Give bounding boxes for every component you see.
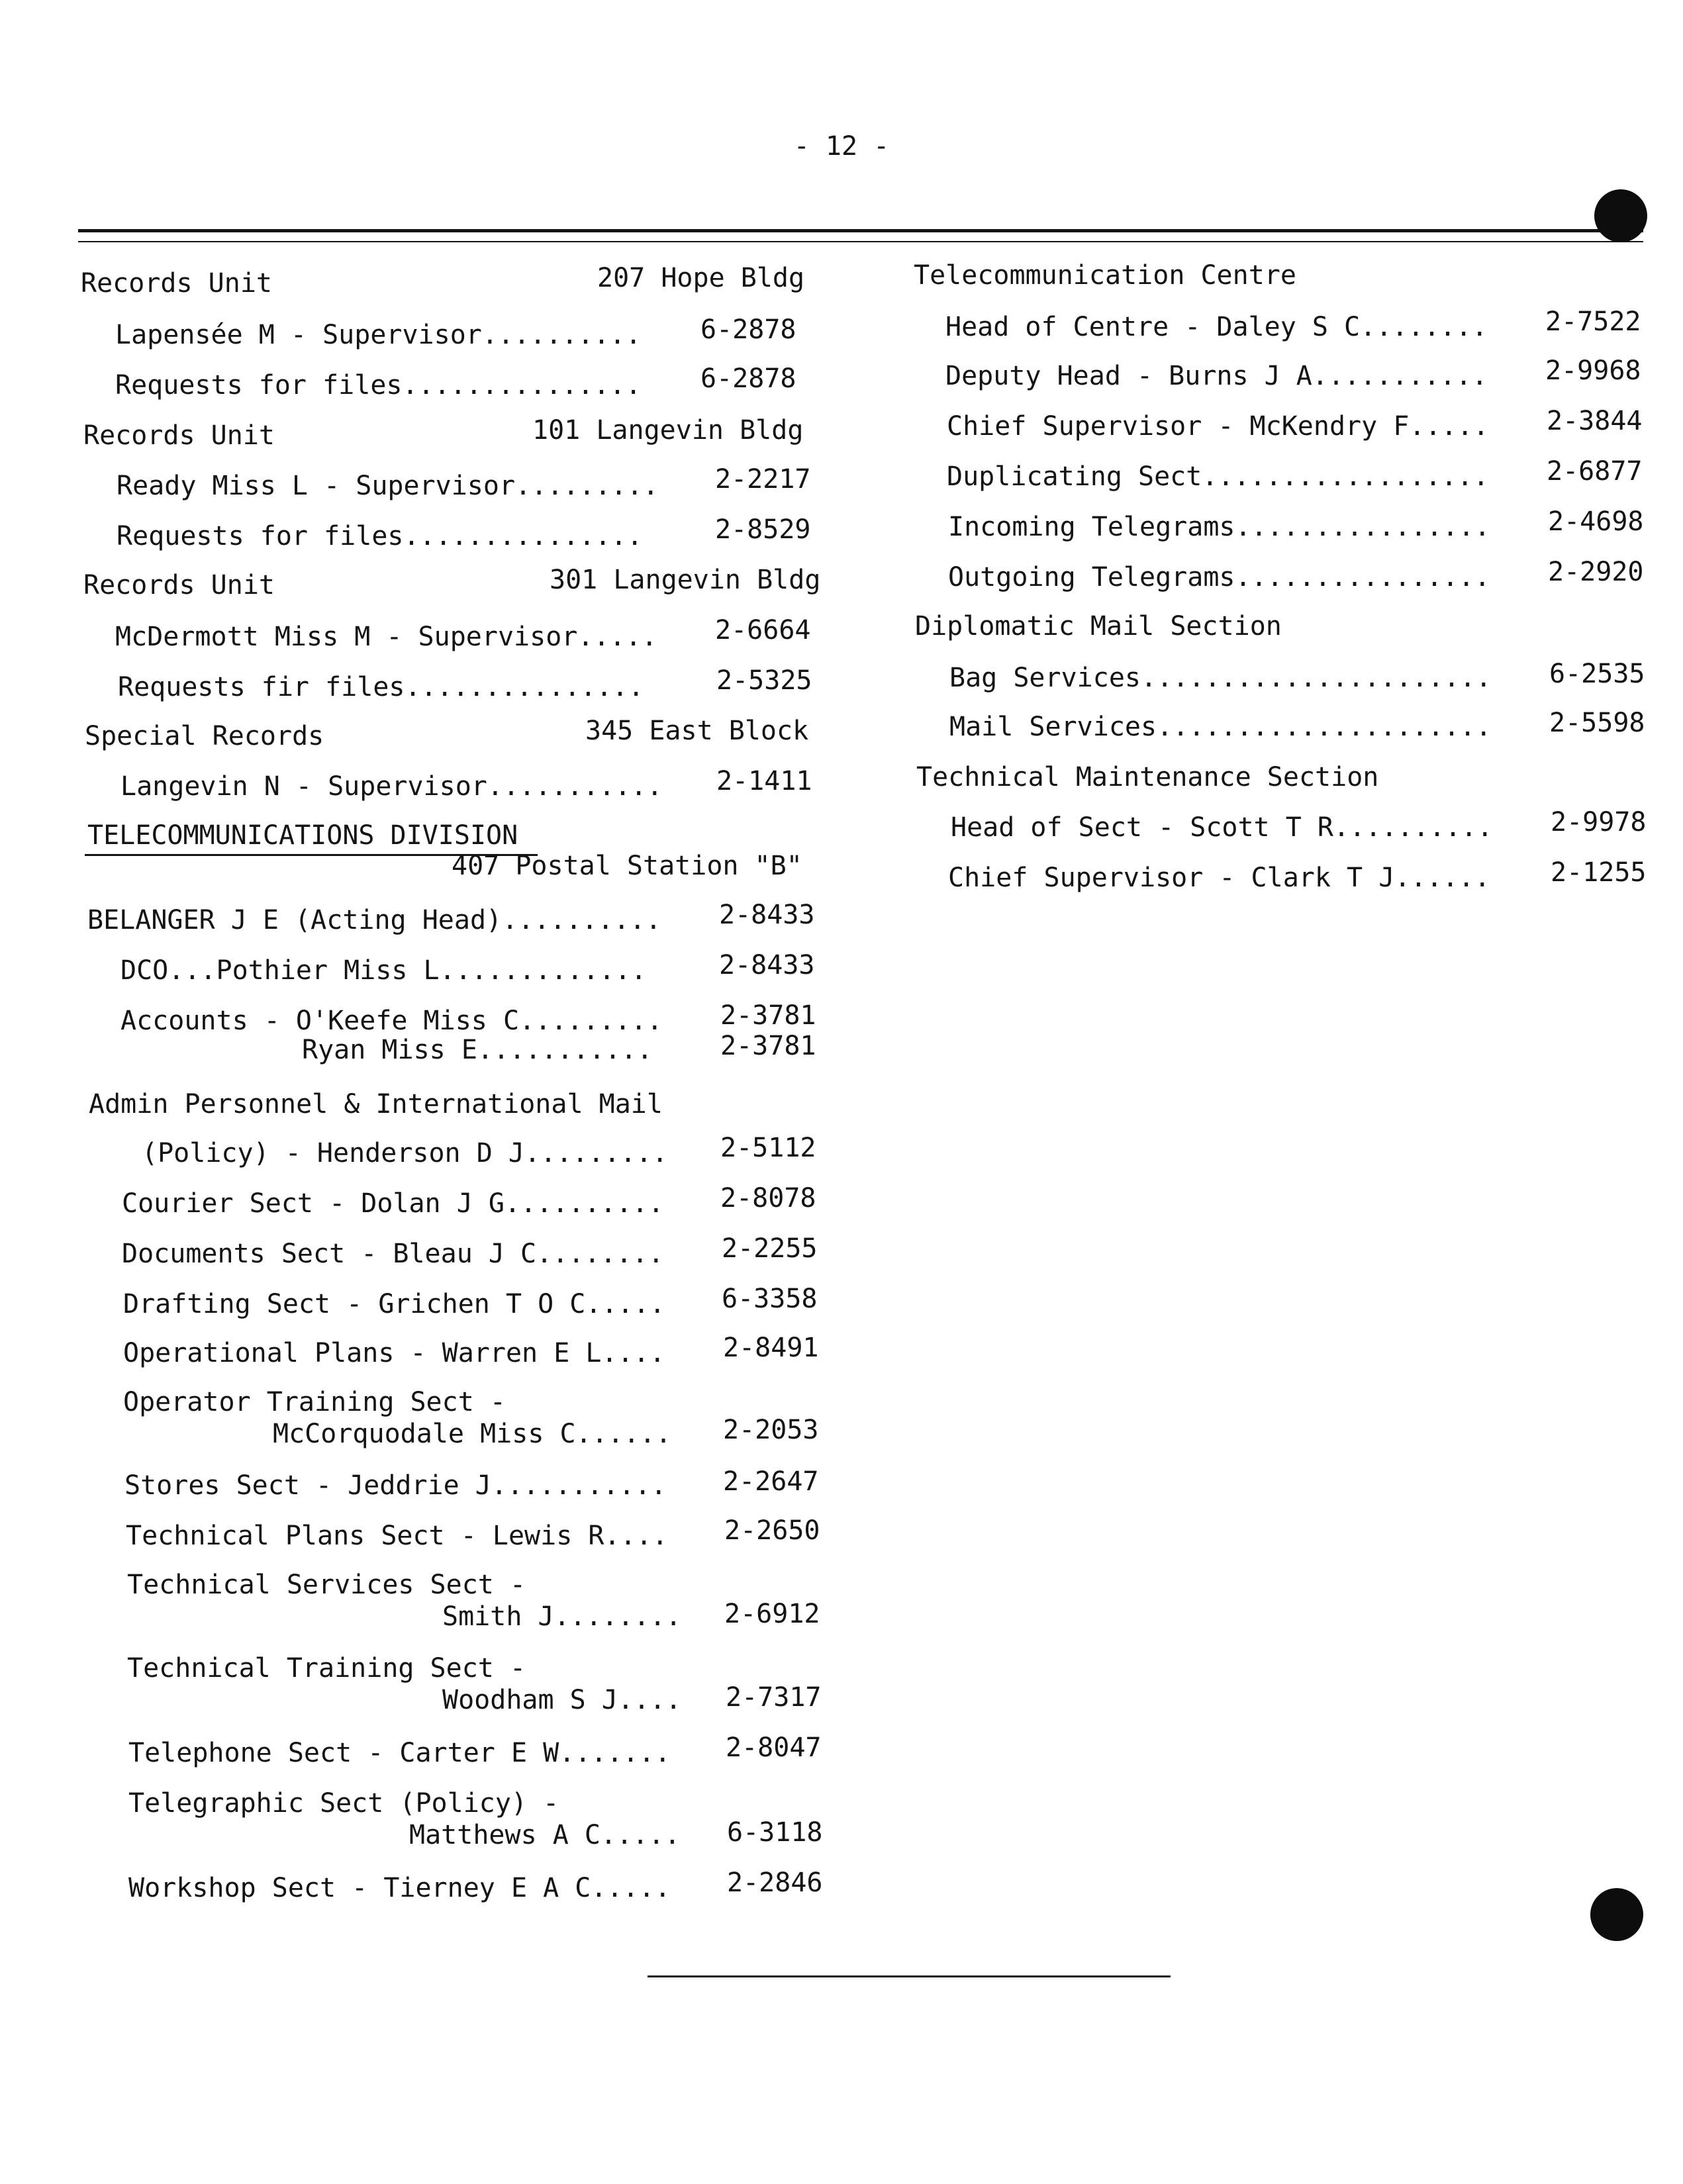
phone-number: 2-2217: [715, 464, 811, 495]
phone-number: 2-2846: [727, 1868, 823, 1898]
phone-number: 2-3781: [720, 1000, 816, 1031]
phone-number: 2-8047: [726, 1733, 822, 1763]
entry-label: Ryan Miss E...........: [302, 1035, 653, 1065]
phone-number: 2-7317: [726, 1682, 822, 1713]
footer-rule: [648, 1975, 1171, 1977]
phone-number: 2-3781: [720, 1031, 816, 1061]
phone-number: 6-2878: [700, 314, 796, 345]
section-heading: Records Unit: [81, 268, 272, 299]
phone-number: 2-2647: [723, 1466, 819, 1497]
entry-label: Requests for files...............: [117, 521, 643, 551]
phone-number: 2-8433: [719, 950, 815, 980]
entry-label: Chief Supervisor - McKendry F.....: [947, 411, 1489, 442]
phone-number: 2-2920: [1548, 557, 1644, 587]
section-heading: Records Unit: [83, 570, 275, 600]
phone-number: 2-8078: [720, 1183, 816, 1213]
phone-number: 2-5598: [1549, 708, 1645, 738]
phone-number: 2-8529: [715, 514, 811, 545]
phone-number: 6-3118: [727, 1817, 823, 1848]
phone-number: 2-9968: [1545, 356, 1641, 386]
phone-number: 2-4698: [1548, 506, 1644, 537]
phone-number: 6-3358: [722, 1284, 818, 1314]
entry-label: Telephone Sect - Carter E W.......: [128, 1738, 671, 1768]
entry-label: Deputy Head - Burns J A...........: [945, 361, 1488, 391]
phone-number: 2-2053: [723, 1415, 819, 1445]
entry-label: Incoming Telegrams................: [948, 512, 1490, 542]
entry-name: Matthews A C.....: [409, 1820, 681, 1850]
entry-label: McDermott Miss M - Supervisor.....: [115, 622, 657, 652]
entry-label: Technical Plans Sect - Lewis R....: [126, 1521, 668, 1551]
entry-label: Head of Sect - Scott T R..........: [951, 812, 1493, 843]
header-rule-thin: [78, 241, 1643, 242]
entry-label: Accounts - O'Keefe Miss C.........: [120, 1006, 663, 1036]
entry-label: Documents Sect - Bleau J C........: [122, 1239, 664, 1269]
phone-number: 2-8491: [723, 1333, 819, 1363]
entry-label: Bag Services......................: [949, 663, 1492, 693]
location: 407 Postal Station "B": [452, 851, 802, 881]
entry-label: Requests fir files...............: [118, 672, 644, 702]
section-heading: Special Records: [85, 721, 324, 751]
entry-label: Courier Sect - Dolan J G..........: [122, 1188, 664, 1219]
entry-label: DCO...Pothier Miss L.............: [120, 955, 647, 986]
entry-label: Workshop Sect - Tierney E A C.....: [128, 1873, 671, 1903]
phone-number: 2-7522: [1545, 307, 1641, 337]
phone-number: 2-6664: [715, 615, 811, 645]
entry-label: BELANGER J E (Acting Head)..........: [87, 905, 661, 935]
location: 301 Langevin Bldg: [550, 565, 821, 595]
phone-number: 2-5325: [716, 665, 812, 696]
location: 207 Hope Bldg: [597, 263, 805, 293]
punch-hole-top: [1594, 189, 1647, 242]
entry-label: Telegraphic Sect (Policy) -: [128, 1788, 559, 1819]
entry-name: McCorquodale Miss C......: [273, 1419, 672, 1449]
phone-number: 2-6912: [724, 1599, 820, 1629]
entry-label: Technical Training Sect -: [127, 1653, 526, 1684]
entry-label: Requests for files...............: [115, 370, 642, 401]
section-heading: Diplomatic Mail Section: [915, 611, 1282, 641]
entry-label: Lapensée M - Supervisor..........: [115, 320, 642, 350]
punch-hole-bottom: [1590, 1888, 1643, 1941]
entry-label: Langevin N - Supervisor...........: [120, 771, 663, 802]
location: 101 Langevin Bldg: [532, 415, 804, 446]
entry-name: Woodham S J....: [442, 1685, 682, 1715]
entry-label: (Policy) - Henderson D J.........: [142, 1138, 668, 1168]
entry-label: Operator Training Sect -: [123, 1387, 506, 1417]
entry-label: Drafting Sect - Grichen T O C.....: [123, 1289, 665, 1319]
phone-number: 2-1255: [1551, 857, 1647, 888]
phone-number: 2-1411: [716, 766, 812, 796]
phone-number: 2-9978: [1551, 807, 1647, 837]
entry-name: Smith J........: [442, 1601, 682, 1632]
header-rule: [78, 229, 1643, 232]
entry-label: Duplicating Sect..................: [947, 461, 1489, 492]
section-heading: Admin Personnel & International Mail: [89, 1089, 663, 1119]
entry-label: Outgoing Telegrams................: [948, 562, 1490, 593]
section-heading: Technical Maintenance Section: [916, 762, 1379, 792]
section-heading: Records Unit: [83, 420, 275, 451]
entry-label: Mail Services.....................: [949, 712, 1492, 742]
phone-number: 2-6877: [1547, 456, 1643, 487]
entry-label: Ready Miss L - Supervisor.........: [117, 471, 659, 501]
phone-number: 2-2650: [724, 1515, 820, 1546]
entry-label: Stores Sect - Jeddrie J...........: [124, 1470, 667, 1501]
phone-number: 2-2255: [722, 1233, 818, 1264]
entry-label: Operational Plans - Warren E L....: [123, 1338, 665, 1368]
phone-number: 6-2878: [700, 363, 796, 394]
location: 345 East Block: [585, 716, 809, 746]
entry-label: Head of Centre - Daley S C........: [945, 312, 1488, 342]
phone-number: 2-5112: [720, 1133, 816, 1163]
section-heading: Telecommunication Centre: [914, 260, 1296, 291]
phone-number: 2-3844: [1547, 406, 1643, 436]
division-heading: TELECOMMUNICATIONS DIVISION: [87, 820, 518, 851]
phone-number: 6-2535: [1549, 659, 1645, 689]
entry-label: Technical Services Sect -: [127, 1570, 526, 1600]
page-number: - 12 -: [793, 131, 890, 162]
entry-label: Chief Supervisor - Clark T J......: [948, 863, 1490, 893]
phone-number: 2-8433: [719, 900, 815, 930]
